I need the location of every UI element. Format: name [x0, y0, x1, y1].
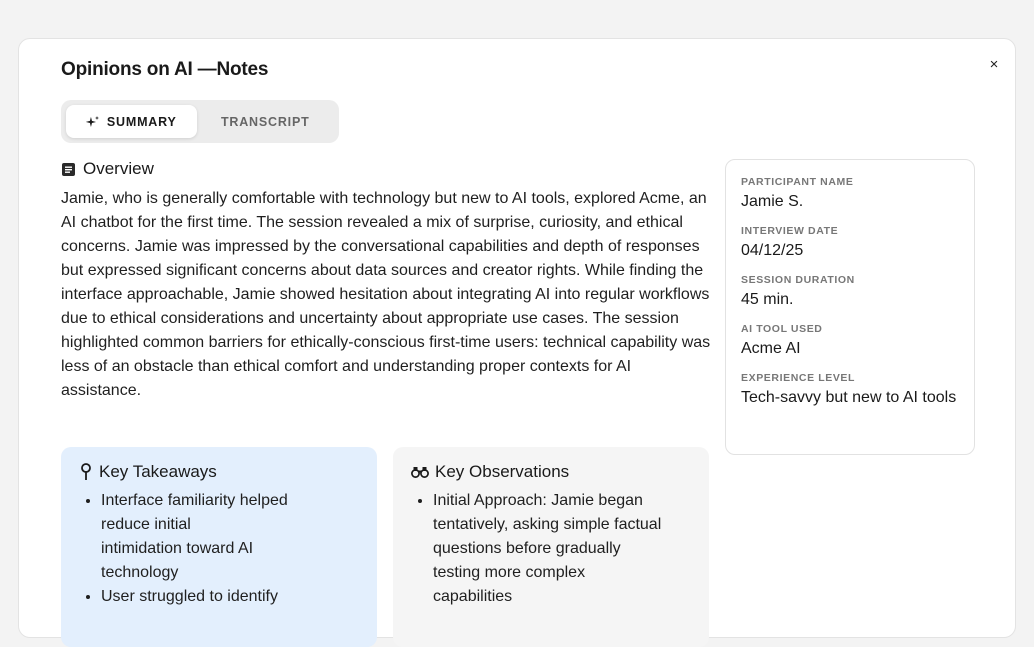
key-observations-title: Key Observations: [435, 462, 570, 481]
detail-value: Acme AI: [741, 340, 801, 357]
detail-label: EXPERIENCE LEVEL: [741, 372, 856, 384]
key-observations-card: [393, 447, 709, 647]
tab-transcript[interactable]: [197, 105, 334, 138]
close-icon: ×: [989, 56, 999, 73]
detail-value: 04/12/25: [741, 242, 804, 259]
dialog-title: Opinions on AI —Notes: [61, 59, 269, 80]
detail-value: 45 min.: [741, 291, 794, 308]
close-button[interactable]: [985, 56, 1003, 74]
notes-dialog: [18, 38, 1016, 638]
detail-value: Jamie S.: [741, 193, 804, 210]
tab-transcript-label: TRANSCRIPT: [220, 114, 310, 129]
detail-label: SESSION DURATION: [741, 274, 855, 286]
binoculars-icon: [411, 465, 429, 479]
detail-value: Tech-savvy but new to AI tools: [741, 389, 957, 406]
key-takeaways-heading: [79, 462, 361, 482]
tab-summary-label: SUMMARY: [106, 114, 177, 129]
key-takeaways-title: Key Takeaways: [99, 462, 217, 481]
overview-heading: [61, 159, 154, 179]
list-item: • User struggled to identify: [101, 585, 361, 609]
detail-ai-tool-used: [741, 323, 959, 359]
overview-text: Jamie, who is generally comfortable with technology but new to AI tools, explored Acme, an AI chatbot for the first time. The session revealed a mix of surprise, curiosity, and ethical concerns. Jamie was impressed by the conversational capabilities and depth of responses but expressed significant concerns about data sources and creator rights. While finding the interface approachable, Jamie showed hesitation about integrating AI into regular workflows due to ethical considerations and uncertainty about appropriate use cases. The session highlighted common barriers for ethically-conscious first-time users: technical capability was less of an obstacle than ethical comfort and understanding proper contexts for AI assistance.: [61, 190, 711, 399]
session-details-card: [725, 159, 975, 455]
sparkle-icon: [86, 115, 100, 129]
tab-bar: [61, 100, 339, 143]
list-item: • Initial Approach: Jamie began tentatively, asking simple factual questions before gradually testing more complex capabilities: [433, 489, 693, 609]
key-observations-heading: [411, 462, 693, 482]
detail-interview-date: [741, 225, 959, 261]
detail-session-duration: [741, 274, 959, 310]
overview-heading-label: Overview: [83, 159, 154, 178]
detail-label: PARTICIPANT NAME: [741, 176, 854, 188]
detail-label: INTERVIEW DATE: [741, 225, 839, 237]
key-takeaways-list: [79, 489, 361, 609]
detail-experience-level: [741, 372, 959, 408]
list-item: • Interface familiarity helped reduce initial intimidation toward AI technology: [101, 489, 361, 585]
tab-summary[interactable]: [66, 105, 197, 138]
key-observations-list: [411, 489, 693, 609]
detail-participant-name: [741, 176, 959, 212]
document-icon: [61, 162, 76, 177]
detail-label: AI TOOL USED: [741, 323, 823, 335]
pin-icon: [79, 463, 93, 481]
key-takeaways-card: [61, 447, 377, 647]
